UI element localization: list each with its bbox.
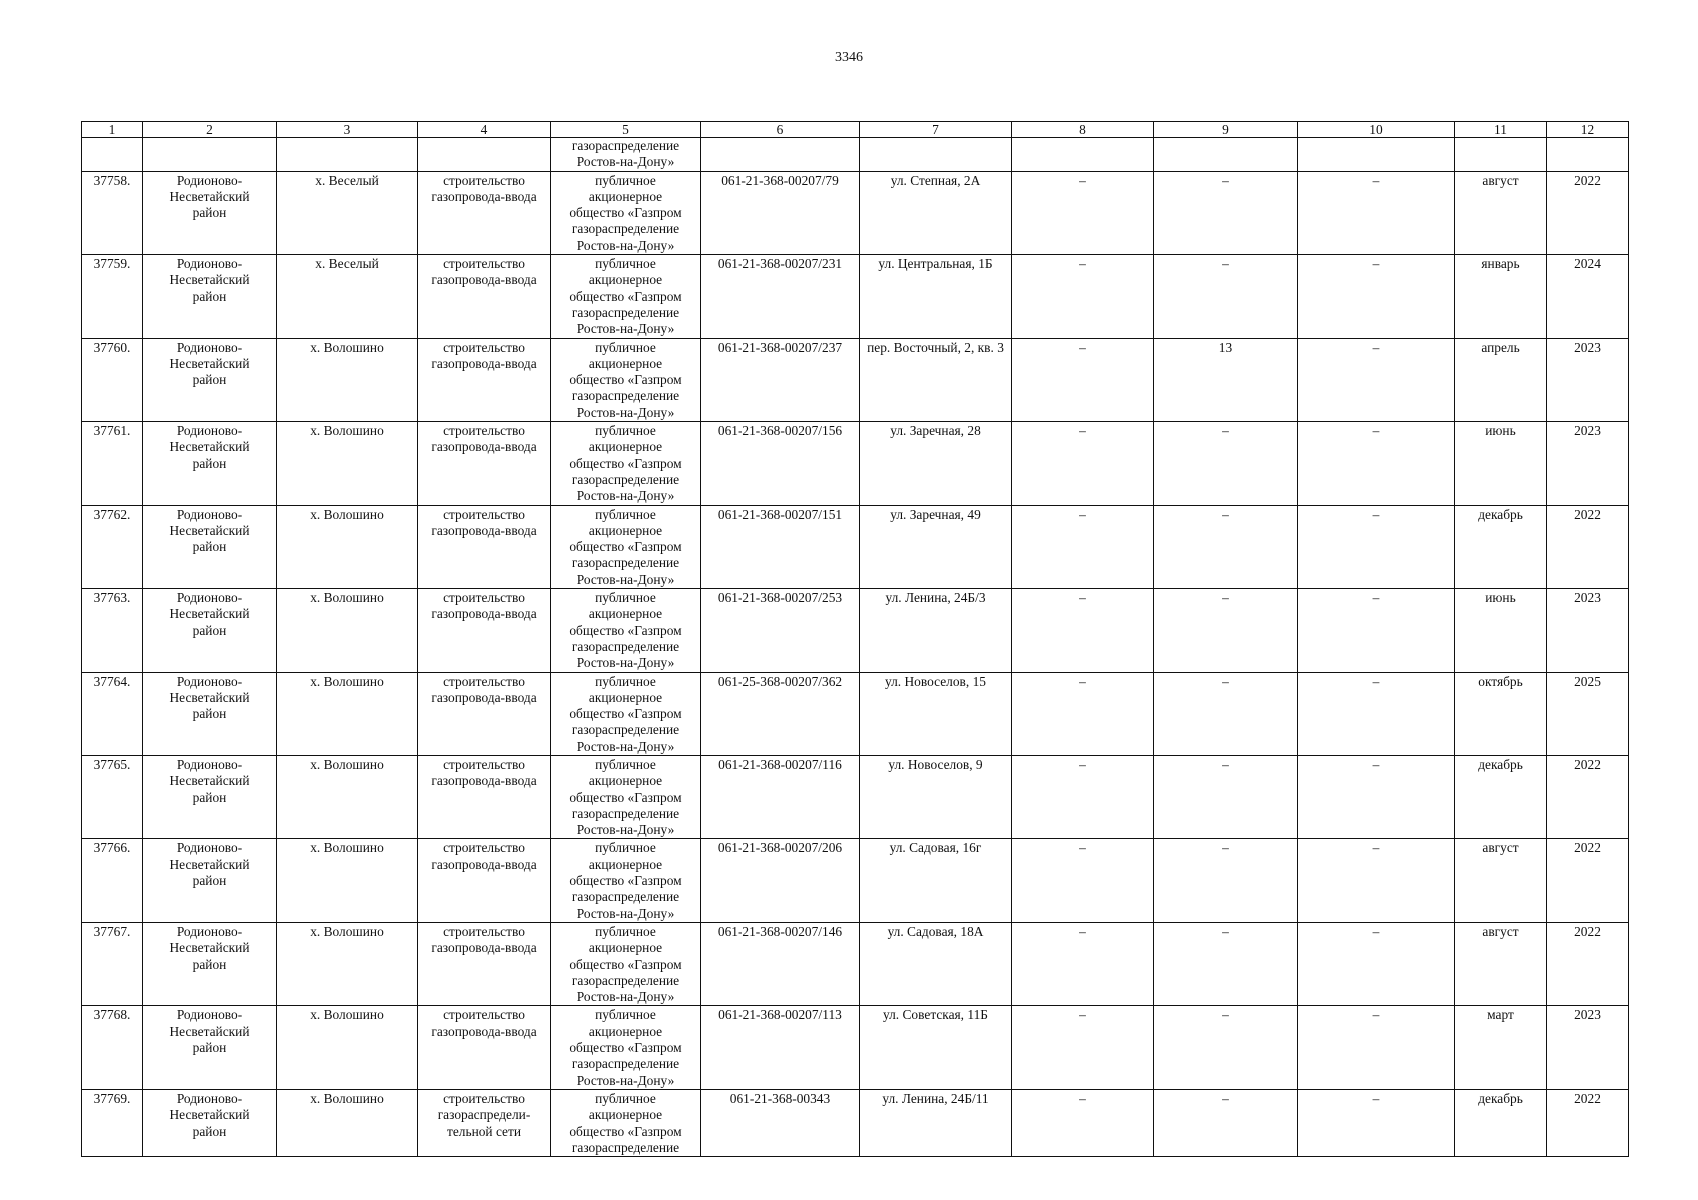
organization-cell: публичное акционерное общество «Газпром газораспределение Ростов-на-Дону» [551, 338, 701, 421]
table-row [82, 1006, 1629, 1089]
month-cell: апрель [1455, 338, 1547, 421]
column-10-cell: – [1298, 255, 1455, 338]
district-cell: Родионово- Несветайский район [143, 755, 277, 838]
locality-cell: х. Волошино [277, 338, 418, 421]
table-row [82, 672, 1629, 755]
column-number: 3 [277, 122, 418, 138]
work-type-cell: строительство газораспредели- тельной сети [418, 1089, 551, 1156]
year-cell: 2022 [1547, 171, 1629, 254]
page-number: 3346 [835, 50, 863, 65]
locality-cell: х. Веселый [277, 171, 418, 254]
column-8-cell: – [1012, 1089, 1154, 1156]
row-number: 37760. [82, 338, 143, 421]
district-cell: Родионово- Несветайский район [143, 589, 277, 672]
table-row [82, 1089, 1629, 1156]
table-row [82, 255, 1629, 338]
row-number: 37763. [82, 589, 143, 672]
row-number: 37759. [82, 255, 143, 338]
organization-cell: публичное акционерное общество «Газпром газораспределение Ростов-на-Дону» [551, 171, 701, 254]
row-number: 37761. [82, 422, 143, 505]
registry-code-cell: 061-21-368-00207/253 [701, 589, 860, 672]
row-number: 37762. [82, 505, 143, 588]
work-type-cell: строительство газопровода-ввода [418, 338, 551, 421]
table-row [82, 922, 1629, 1005]
column-10-cell: – [1298, 755, 1455, 838]
work-type-cell: строительство газопровода-ввода [418, 255, 551, 338]
column-9-cell: – [1154, 171, 1298, 254]
table-row [82, 839, 1629, 922]
locality-cell: х. Волошино [277, 422, 418, 505]
month-cell: август [1455, 839, 1547, 922]
district-cell: Родионово- Несветайский район [143, 255, 277, 338]
registry-code-cell: 061-21-368-00207/79 [701, 171, 860, 254]
column-number: 5 [551, 122, 701, 138]
address-cell: ул. Заречная, 49 [860, 505, 1012, 588]
month-cell: июнь [1455, 422, 1547, 505]
column-8-cell: – [1012, 505, 1154, 588]
continued-organization: газораспределение Ростов-на-Дону» [551, 138, 701, 172]
year-cell: 2023 [1547, 1006, 1629, 1089]
column-10-cell: – [1298, 839, 1455, 922]
organization-cell: публичное акционерное общество «Газпром газораспределение Ростов-на-Дону» [551, 755, 701, 838]
year-cell: 2022 [1547, 1089, 1629, 1156]
column-number: 6 [701, 122, 860, 138]
column-number: 2 [143, 122, 277, 138]
address-cell: ул. Заречная, 28 [860, 422, 1012, 505]
organization-cell: публичное акционерное общество «Газпром газораспределение Ростов-на-Дону» [551, 672, 701, 755]
column-8-cell: – [1012, 589, 1154, 672]
address-cell: ул. Новоселов, 15 [860, 672, 1012, 755]
continuation-row [82, 138, 1629, 172]
row-number: 37766. [82, 839, 143, 922]
organization-cell: публичное акционерное общество «Газпром газораспределение Ростов-на-Дону» [551, 505, 701, 588]
month-cell: январь [1455, 255, 1547, 338]
month-cell: декабрь [1455, 755, 1547, 838]
registry-code-cell: 061-21-368-00207/146 [701, 922, 860, 1005]
locality-cell: х. Волошино [277, 505, 418, 588]
organization-cell: публичное акционерное общество «Газпром газораспределение Ростов-на-Дону» [551, 589, 701, 672]
column-8-cell: – [1012, 255, 1154, 338]
row-number: 37765. [82, 755, 143, 838]
registry-code-cell: 061-21-368-00343 [701, 1089, 860, 1156]
organization-cell: публичное акционерное общество «Газпром газораспределение [551, 1089, 701, 1156]
year-cell: 2022 [1547, 505, 1629, 588]
column-10-cell: – [1298, 1089, 1455, 1156]
column-10-cell: – [1298, 922, 1455, 1005]
column-9-cell: – [1154, 422, 1298, 505]
month-cell: июнь [1455, 589, 1547, 672]
column-number: 11 [1455, 122, 1547, 138]
row-number: 37758. [82, 171, 143, 254]
address-cell: ул. Советская, 11Б [860, 1006, 1012, 1089]
registry-code-cell: 061-21-368-00207/231 [701, 255, 860, 338]
work-type-cell: строительство газопровода-ввода [418, 755, 551, 838]
registry-code-cell: 061-25-368-00207/362 [701, 672, 860, 755]
locality-cell: х. Волошино [277, 922, 418, 1005]
year-cell: 2023 [1547, 589, 1629, 672]
column-8-cell: – [1012, 338, 1154, 421]
work-type-cell: строительство газопровода-ввода [418, 422, 551, 505]
work-type-cell: строительство газопровода-ввода [418, 839, 551, 922]
column-8-cell: – [1012, 672, 1154, 755]
month-cell: октябрь [1455, 672, 1547, 755]
table-row [82, 422, 1629, 505]
address-cell: ул. Ленина, 24Б/11 [860, 1089, 1012, 1156]
district-cell: Родионово- Несветайский район [143, 839, 277, 922]
column-number: 7 [860, 122, 1012, 138]
month-cell: март [1455, 1006, 1547, 1089]
address-cell: ул. Садовая, 16г [860, 839, 1012, 922]
column-10-cell: – [1298, 505, 1455, 588]
table-row [82, 505, 1629, 588]
column-number: 4 [418, 122, 551, 138]
locality-cell: х. Волошино [277, 1089, 418, 1156]
register-table [81, 121, 1629, 1157]
column-number: 8 [1012, 122, 1154, 138]
registry-code-cell: 061-21-368-00207/113 [701, 1006, 860, 1089]
work-type-cell: строительство газопровода-ввода [418, 922, 551, 1005]
address-cell: ул. Ленина, 24Б/3 [860, 589, 1012, 672]
column-number-row [82, 122, 1629, 138]
column-8-cell: – [1012, 922, 1154, 1005]
locality-cell: х. Волошино [277, 755, 418, 838]
work-type-cell: строительство газопровода-ввода [418, 505, 551, 588]
district-cell: Родионово- Несветайский район [143, 505, 277, 588]
district-cell: Родионово- Несветайский район [143, 171, 277, 254]
row-number: 37767. [82, 922, 143, 1005]
column-9-cell: – [1154, 505, 1298, 588]
column-9-cell: – [1154, 922, 1298, 1005]
month-cell: август [1455, 171, 1547, 254]
district-cell: Родионово- Несветайский район [143, 672, 277, 755]
column-number: 9 [1154, 122, 1298, 138]
month-cell: декабрь [1455, 505, 1547, 588]
column-number: 10 [1298, 122, 1455, 138]
table-row [82, 589, 1629, 672]
column-9-cell: – [1154, 1089, 1298, 1156]
column-9-cell: – [1154, 839, 1298, 922]
year-cell: 2023 [1547, 338, 1629, 421]
registry-code-cell: 061-21-368-00207/151 [701, 505, 860, 588]
month-cell: декабрь [1455, 1089, 1547, 1156]
year-cell: 2025 [1547, 672, 1629, 755]
column-8-cell: – [1012, 422, 1154, 505]
table-row [82, 755, 1629, 838]
column-number: 12 [1547, 122, 1629, 138]
locality-cell: х. Веселый [277, 255, 418, 338]
district-cell: Родионово- Несветайский район [143, 422, 277, 505]
organization-cell: публичное акционерное общество «Газпром газораспределение Ростов-на-Дону» [551, 255, 701, 338]
column-8-cell: – [1012, 171, 1154, 254]
column-9-cell: – [1154, 255, 1298, 338]
table-body [82, 122, 1629, 1157]
column-number: 1 [82, 122, 143, 138]
column-10-cell: – [1298, 338, 1455, 421]
address-cell: ул. Садовая, 18А [860, 922, 1012, 1005]
column-10-cell: – [1298, 422, 1455, 505]
column-9-cell: 13 [1154, 338, 1298, 421]
locality-cell: х. Волошино [277, 672, 418, 755]
work-type-cell: строительство газопровода-ввода [418, 1006, 551, 1089]
address-cell: ул. Новоселов, 9 [860, 755, 1012, 838]
column-10-cell: – [1298, 171, 1455, 254]
column-10-cell: – [1298, 589, 1455, 672]
month-cell: август [1455, 922, 1547, 1005]
address-cell: пер. Восточный, 2, кв. 3 [860, 338, 1012, 421]
year-cell: 2022 [1547, 755, 1629, 838]
organization-cell: публичное акционерное общество «Газпром газораспределение Ростов-на-Дону» [551, 1006, 701, 1089]
locality-cell: х. Волошино [277, 589, 418, 672]
address-cell: ул. Центральная, 1Б [860, 255, 1012, 338]
work-type-cell: строительство газопровода-ввода [418, 589, 551, 672]
column-9-cell: – [1154, 755, 1298, 838]
row-number: 37769. [82, 1089, 143, 1156]
column-9-cell: – [1154, 589, 1298, 672]
table-row [82, 171, 1629, 254]
column-9-cell: – [1154, 672, 1298, 755]
organization-cell: публичное акционерное общество «Газпром газораспределение Ростов-на-Дону» [551, 422, 701, 505]
organization-cell: публичное акционерное общество «Газпром газораспределение Ростов-на-Дону» [551, 922, 701, 1005]
column-9-cell: – [1154, 1006, 1298, 1089]
district-cell: Родионово- Несветайский район [143, 1089, 277, 1156]
address-cell: ул. Степная, 2А [860, 171, 1012, 254]
locality-cell: х. Волошино [277, 1006, 418, 1089]
registry-code-cell: 061-21-368-00207/156 [701, 422, 860, 505]
year-cell: 2024 [1547, 255, 1629, 338]
registry-code-cell: 061-21-368-00207/116 [701, 755, 860, 838]
work-type-cell: строительство газопровода-ввода [418, 672, 551, 755]
year-cell: 2022 [1547, 922, 1629, 1005]
registry-code-cell: 061-21-368-00207/237 [701, 338, 860, 421]
district-cell: Родионово- Несветайский район [143, 922, 277, 1005]
registry-code-cell: 061-21-368-00207/206 [701, 839, 860, 922]
column-8-cell: – [1012, 839, 1154, 922]
column-10-cell: – [1298, 1006, 1455, 1089]
column-8-cell: – [1012, 755, 1154, 838]
column-10-cell: – [1298, 672, 1455, 755]
year-cell: 2022 [1547, 839, 1629, 922]
row-number: 37768. [82, 1006, 143, 1089]
year-cell: 2023 [1547, 422, 1629, 505]
column-8-cell: – [1012, 1006, 1154, 1089]
locality-cell: х. Волошино [277, 839, 418, 922]
organization-cell: публичное акционерное общество «Газпром газораспределение Ростов-на-Дону» [551, 839, 701, 922]
district-cell: Родионово- Несветайский район [143, 338, 277, 421]
table-row [82, 338, 1629, 421]
district-cell: Родионово- Несветайский район [143, 1006, 277, 1089]
work-type-cell: строительство газопровода-ввода [418, 171, 551, 254]
row-number: 37764. [82, 672, 143, 755]
